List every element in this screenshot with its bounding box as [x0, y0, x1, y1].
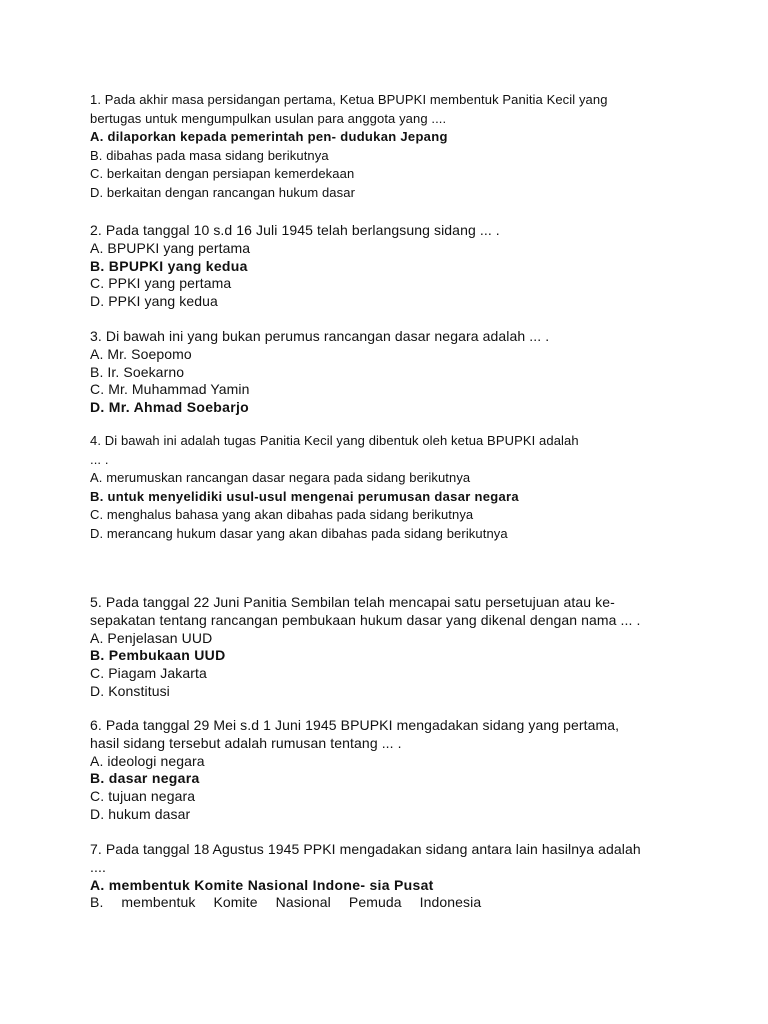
answer-option: B. membentuk Komite Nasional Pemuda Indonesia: [90, 894, 482, 911]
answer-option: D. hukum dasar: [90, 805, 191, 822]
answer-option: A. Mr. Soepomo: [90, 345, 192, 362]
question-stem: hasil sidang tersebut adalah rumusan tentang ... .: [90, 734, 402, 751]
answer-option: C. tujuan negara: [90, 788, 196, 805]
question-5: [90, 594, 730, 701]
answer-option: D. Konstitusi: [90, 682, 170, 699]
question-stem: 7. Pada tanggal 18 Agustus 1945 PPKI mengadakan sidang antara lain hasilnya adalah: [90, 841, 641, 857]
question-stem: 6. Pada tanggal 29 Mei s.d 1 Juni 1945 BPUPKI mengadakan sidang yang pertama,: [90, 717, 620, 733]
question-stem: 4. Di bawah ini adalah tugas Panitia Kecil yang dibentuk oleh ketua BPUPKI adalah: [90, 433, 579, 448]
question-stem: ....: [90, 858, 106, 875]
question-stem: ... .: [90, 451, 109, 467]
answer-option: A. Penjelasan UUD: [90, 629, 213, 646]
question-4: [90, 432, 730, 543]
answer-option-correct: B. untuk menyelidiki usul-usul mengenai perumusan dasar negara: [90, 488, 519, 504]
answer-option: C. berkaitan dengan persiapan kemerdekaan: [90, 166, 355, 181]
question-stem: 2. Pada tanggal 10 s.d 16 Juli 1945 telah berlangsung sidang ... .: [90, 222, 500, 238]
answer-option: A. BPUPKI yang pertama: [90, 239, 251, 256]
answer-option-correct: D. Mr. Ahmad Soebarjo: [90, 399, 250, 416]
question-stem: 3. Di bawah ini yang bukan perumus rancangan dasar negara adalah ... .: [90, 328, 550, 344]
answer-option-correct: B. Pembukaan UUD: [90, 647, 226, 664]
answer-option: D. berkaitan dengan rancangan hukum dasar: [90, 184, 355, 200]
question-7: [90, 841, 730, 912]
question-stem: sepakatan tentang rancangan pembukaan hukum dasar yang dikenal dengan nama ... .: [90, 611, 641, 628]
answer-option: C. Mr. Muhammad Yamin: [90, 381, 250, 398]
answer-option: C. Piagam Jakarta: [90, 665, 207, 682]
question-stem: 1. Pada akhir masa persidangan pertama, Ketua BPUPKI membentuk Panitia Kecil yang: [90, 92, 608, 107]
answer-option: A. ideologi negara: [90, 752, 205, 769]
question-stem: 5. Pada tanggal 22 Juni Panitia Sembilan telah mencapai satu persetujuan atau ke-: [90, 594, 615, 610]
answer-option: D. PPKI yang kedua: [90, 293, 218, 310]
answer-option: A. merumuskan rancangan dasar negara pada sidang berikutnya: [90, 470, 471, 485]
answer-option: C. PPKI yang pertama: [90, 275, 232, 292]
answer-option: D. merancang hukum dasar yang akan dibahas pada sidang berikutnya: [90, 525, 508, 541]
answer-option-correct: B. BPUPKI yang kedua: [90, 257, 248, 274]
answer-option: B. dibahas pada masa sidang berikutnya: [90, 147, 329, 163]
answer-option: B. Ir. Soekarno: [90, 363, 185, 380]
answer-option-correct: A. dilaporkan kepada pemerintah pen- dudukan Jepang: [90, 129, 448, 144]
answer-option-correct: A. membentuk Komite Nasional Indone- sia Pusat: [90, 876, 434, 893]
question-3: [90, 328, 730, 417]
question-stem: bertugas untuk mengumpulkan usulan para anggota yang ....: [90, 110, 447, 126]
question-6: [90, 717, 730, 824]
question-2: [90, 222, 730, 311]
answer-option-correct: B. dasar negara: [90, 770, 200, 787]
answer-option: C. menghalus bahasa yang akan dibahas pada sidang berikutnya: [90, 507, 474, 522]
question-1: [90, 91, 730, 202]
